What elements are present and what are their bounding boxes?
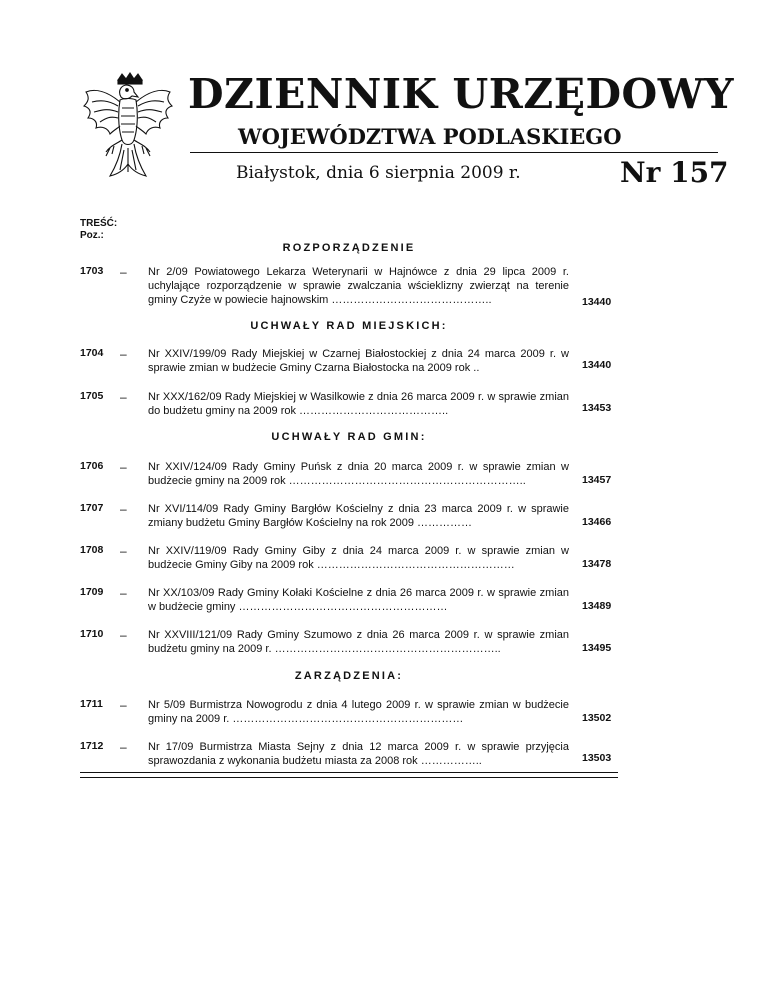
entry-text: Nr XXIV/199/09 Rady Miejskiej w Czarnej Białostockiej z dnia 24 marca 2009 r. w sprawie zmian w budżecie Gminy Czarna Białostocka na 2009 rok .. bbox=[148, 348, 569, 374]
entry-page: 13503 bbox=[582, 752, 612, 764]
toc-heading bbox=[80, 218, 117, 242]
entry-page: 13495 bbox=[582, 642, 612, 654]
entry-page: 13478 bbox=[582, 558, 612, 570]
toc-title: TREŚĆ: bbox=[80, 218, 118, 229]
entry-page: 13440 bbox=[582, 359, 612, 371]
toc-entry[interactable] bbox=[80, 265, 618, 308]
entry-dash: – bbox=[120, 586, 127, 600]
entry-dash: – bbox=[120, 347, 127, 361]
entry-number: 1703 bbox=[80, 265, 104, 277]
entry-page: 13502 bbox=[582, 712, 612, 724]
entry-text: Nr XVI/114/09 Rady Gminy Bargłów Kościelny z dnia 23 marca 2009 r. w sprawie zmiany budżetu Gminy Bargłów Kościelny na rok 2009 …………… bbox=[148, 503, 569, 529]
entry-dash: – bbox=[120, 544, 127, 558]
entry-number: 1712 bbox=[80, 740, 104, 752]
entry-text: Nr 2/09 Powiatowego Lekarza Weterynarii w Hajnówce z dnia 29 lipca 2009 r. uchylające rozporządzenie w sprawie zwalczania wścieklizny zwierząt na terenie gminy Czyże w powiecie hajnowskim …………………………………….. bbox=[148, 266, 569, 306]
entry-dash: – bbox=[120, 740, 127, 754]
toc-entry[interactable] bbox=[80, 544, 618, 584]
issue-number: Nr 157 bbox=[620, 156, 729, 189]
section-title: UCHWAŁY RAD GMIN: bbox=[271, 431, 427, 443]
entry-page: 13489 bbox=[582, 600, 612, 612]
publication-subtitle: WOJEWÓDZTWA PODLASKIEGO bbox=[238, 124, 622, 149]
section-title: ROZPORZĄDZENIE bbox=[282, 242, 416, 254]
closing-rule-bottom bbox=[80, 777, 618, 778]
entry-number: 1706 bbox=[80, 460, 104, 472]
entry-number: 1707 bbox=[80, 502, 104, 514]
entry-number: 1708 bbox=[80, 544, 104, 556]
entry-page: 13466 bbox=[582, 516, 612, 528]
toc-entry[interactable] bbox=[80, 347, 618, 387]
toc-entry[interactable] bbox=[80, 586, 618, 626]
entry-text: Nr XXIV/124/09 Rady Gminy Puńsk z dnia 20 marca 2009 r. w sprawie zmian w budżecie gminy na 2009 rok ……………………………………………………….. bbox=[148, 461, 569, 487]
toc-position-label: Poz.: bbox=[80, 230, 104, 241]
section-title: UCHWAŁY RAD MIEJSKICH: bbox=[250, 320, 448, 332]
entry-page: 13453 bbox=[582, 402, 612, 414]
entry-number: 1711 bbox=[80, 698, 103, 710]
entry-number: 1705 bbox=[80, 390, 104, 402]
polish-eagle-icon bbox=[80, 72, 176, 180]
issue-dateline: Białystok, dnia 6 sierpnia 2009 r. bbox=[236, 163, 521, 183]
entry-dash: – bbox=[120, 460, 127, 474]
entry-dash: – bbox=[120, 390, 127, 404]
entry-dash: – bbox=[120, 628, 127, 642]
section-title: ZARZĄDZENIA: bbox=[294, 670, 404, 682]
entry-text: Nr XX/103/09 Rady Gminy Kołaki Kościelne z dnia 26 marca 2009 r. w sprawie zmian w budżecie gminy ………………………………………………… bbox=[148, 587, 569, 613]
header-rule bbox=[190, 152, 718, 153]
entry-text: Nr XXIV/119/09 Rady Gminy Giby z dnia 24 marca 2009 r. w sprawie zmian w budżecie Gminy Giby na 2009 rok ……………………………………………… bbox=[148, 545, 569, 571]
toc-entry[interactable] bbox=[80, 740, 618, 780]
entry-number: 1709 bbox=[80, 586, 104, 598]
toc-entry[interactable] bbox=[80, 698, 618, 738]
closing-rule-top bbox=[80, 772, 618, 773]
toc-entry[interactable] bbox=[80, 628, 618, 668]
entry-dash: – bbox=[120, 698, 127, 712]
toc-entry[interactable] bbox=[80, 390, 618, 430]
entry-text: Nr 17/09 Burmistrza Miasta Sejny z dnia 12 marca 2009 r. w sprawie przyjęcia sprawozdania z wykonania budżetu miasta za 2008 rok …………….. bbox=[148, 741, 569, 767]
toc-entry[interactable] bbox=[80, 502, 618, 542]
entry-page: 13457 bbox=[582, 474, 612, 486]
publication-title: DZIENNIK URZĘDOWY bbox=[188, 70, 735, 118]
entry-dash: – bbox=[120, 502, 127, 516]
entry-text: Nr XXVIII/121/09 Rady Gminy Szumowo z dnia 26 marca 2009 r. w sprawie zmian budżetu gminy na 2009 r. …………………………………………………….. bbox=[148, 629, 569, 655]
toc-entry[interactable] bbox=[80, 460, 618, 500]
entry-page: 13440 bbox=[582, 296, 612, 308]
entry-number: 1704 bbox=[80, 347, 104, 359]
entry-text: Nr XXX/162/09 Rady Miejskiej w Wasilkowie z dnia 26 marca 2009 r. w sprawie zmian do budżetu gminy na 2009 rok ………………………………….. bbox=[148, 391, 569, 417]
entry-number: 1710 bbox=[80, 628, 104, 640]
entry-dash: – bbox=[120, 265, 127, 279]
entry-text: Nr 5/09 Burmistrza Nowogrodu z dnia 4 lutego 2009 r. w sprawie zmian w budżecie gminy na 2009 r. ……………………………………………………… bbox=[148, 699, 569, 725]
